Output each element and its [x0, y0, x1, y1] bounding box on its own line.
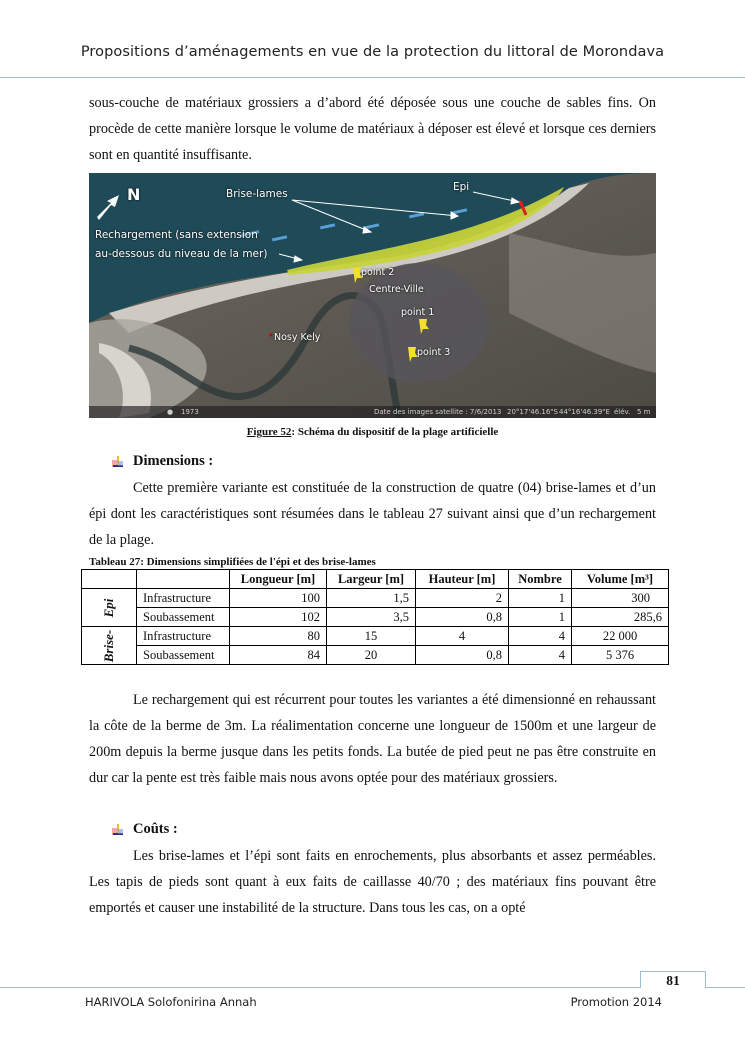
dimensions-table — [81, 569, 669, 665]
cell-largeur: 3,5 — [327, 608, 416, 627]
label-brise-lames: Brise-lames — [226, 188, 288, 200]
footer-author: HARIVOLA Solofonirina Annah — [85, 995, 257, 1009]
cell-volume: 285,6 — [572, 608, 669, 627]
cell-hauteur: 2 — [416, 589, 509, 608]
header-cell-empty-1 — [82, 570, 137, 589]
cell-hauteur: 0,8 — [416, 608, 509, 627]
header-hauteur: Hauteur [m] — [416, 570, 509, 589]
header-longueur: Longueur [m] — [230, 570, 327, 589]
satellite-map-figure — [89, 173, 656, 418]
group-cell-brise-lames — [82, 627, 137, 665]
cell-longueur: 84 — [230, 646, 327, 665]
figure-caption — [89, 426, 656, 438]
map-illustration — [89, 173, 656, 418]
cell-longueur: 102 — [230, 608, 327, 627]
figure-caption-text: : Schéma du dispositif de la plage artificielle — [291, 426, 499, 438]
row-type: Soubassement — [137, 646, 230, 665]
label-rechargement-2: au-dessous du niveau de la mer) — [95, 248, 268, 260]
globe-icon: ● — [167, 408, 174, 416]
map-longitude: 44°16'46.39"E — [559, 408, 610, 416]
bullet-arrow-icon — [111, 455, 125, 469]
cell-longueur: 100 — [230, 589, 327, 608]
header-cell-empty-2 — [137, 570, 230, 589]
table-row — [82, 608, 669, 627]
table-row — [82, 589, 669, 608]
label-rechargement-1: Rechargement (sans extension — [95, 229, 258, 241]
dimensions-paragraph-text: Cette première variante est constituée de la construction de quatre (04) brise-lames et d’un épi dont les caractéristiques sont résumées dans le tableau 27 suivant ainsi que d’un rechargement de la plage. — [89, 480, 656, 548]
cell-nombre: 1 — [509, 608, 572, 627]
label-point-3: point 3 — [417, 347, 451, 358]
label-point-2: point 2 — [361, 267, 395, 278]
footer-divider-left — [0, 987, 640, 988]
footer-divider-right — [705, 987, 745, 988]
cell-nombre: 4 — [509, 627, 572, 646]
cell-hauteur: 0,8 — [416, 646, 509, 665]
rechargement-paragraph — [89, 687, 656, 791]
cell-largeur: 1,5 — [327, 589, 416, 608]
cell-volume: 300 — [572, 589, 669, 608]
label-epi: Epi — [453, 181, 470, 193]
map-imagery-date: Date des images satellite : 7/6/2013 — [374, 408, 502, 416]
table-row — [82, 627, 669, 646]
heading-dimensions — [111, 453, 213, 470]
table-header-row — [82, 570, 669, 589]
figure-caption-label: Figure 52 — [246, 426, 292, 438]
page-number: 81 — [640, 971, 706, 988]
label-point-1: point 1 — [401, 307, 435, 318]
header-largeur: Largeur [m] — [327, 570, 416, 589]
heading-dimensions-label: Dimensions : — [133, 453, 214, 469]
rechargement-paragraph-text: Le rechargement qui est récurrent pour toutes les variantes a été dimensionné en rehaussant la côte de la berme de 3m. La réalimentation concerne une longueur de 1500m et une largeur de 200m depuis la berme jusque dans les petits fonds. La butée de pied peut ne pas être construite en dur car la pente est très faible mais nous avons optée pour des matériaux grossiers. — [89, 692, 656, 786]
group-label-brise-lames: Brise- — [101, 629, 116, 662]
cell-largeur: 20 — [327, 646, 416, 665]
cell-hauteur: 4 — [416, 627, 509, 646]
footer-promotion: Promotion 2014 — [570, 995, 662, 1009]
row-type: Infrastructure — [137, 627, 230, 646]
map-latitude: 20°17'46.16"S — [507, 408, 558, 416]
map-year: 1973 — [181, 408, 199, 416]
table-row — [82, 646, 669, 665]
running-header-title: Propositions d’aménagements en vue de la protection du littoral de Morondava — [80, 44, 665, 60]
north-label: N — [127, 185, 141, 204]
group-cell-epi — [82, 589, 137, 627]
couts-paragraph-text: Les brise-lames et l’épi sont faits en enrochements, plus absorbants et assez perméables. Les tapis de pieds sont quant à eux faits de caillasse 40/70 ; des matériaux fins pouvant être emportés et causer une instabilité de la structure. Dans tous les cas, on a opté — [89, 848, 656, 916]
group-label-epi: Epi — [101, 598, 116, 617]
cell-nombre: 1 — [509, 589, 572, 608]
heading-couts — [111, 821, 178, 838]
intro-paragraph: sous-couche de matériaux grossiers a d’abord été déposée sous une couche de sables fins. On procède de cette manière lorsque le volume de matériaux à déposer est élevé et lorsque ces derniers sont en quantité insuffisante. — [89, 95, 656, 163]
map-elevation-label: élév. — [614, 408, 631, 416]
row-type: Infrastructure — [137, 589, 230, 608]
map-status-bar — [89, 406, 656, 418]
bullet-arrow-icon — [111, 823, 125, 837]
heading-couts-label: Coûts : — [133, 821, 178, 837]
cell-largeur: 15 — [327, 627, 416, 646]
label-nosy-kely: Nosy Kely — [274, 332, 321, 343]
label-centre-ville: Centre-Ville — [369, 284, 424, 295]
couts-paragraph — [89, 843, 656, 921]
dimensions-paragraph — [89, 475, 656, 553]
cell-nombre: 4 — [509, 646, 572, 665]
row-type: Soubassement — [137, 608, 230, 627]
header-nombre: Nombre — [509, 570, 572, 589]
cell-volume: 22 000 — [572, 627, 669, 646]
map-elevation-value: 5 m — [637, 408, 651, 416]
cell-longueur: 80 — [230, 627, 327, 646]
header-volume: Volume [m³] — [572, 570, 669, 589]
cell-volume: 5 376 — [572, 646, 669, 665]
table-title: Tableau 27: Dimensions simplifiées de l'épi et des brise-lames — [89, 556, 376, 568]
header-divider — [0, 77, 745, 78]
